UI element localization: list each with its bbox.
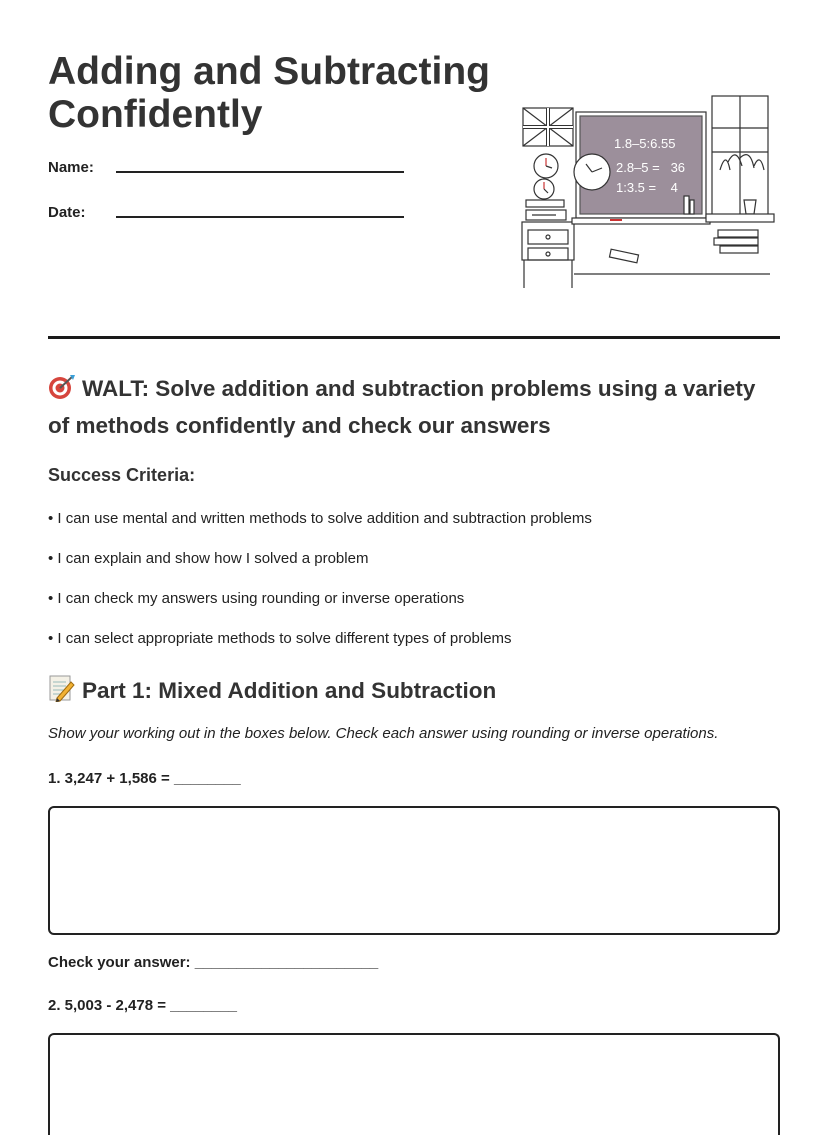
question-2: 2. 5,003 - 2,478 = ________ <box>48 997 237 1014</box>
part1-instructions: Show your working out in the boxes below. Check each answer using rounding or inverse operations. <box>48 725 719 742</box>
check-answer-1: Check your answer: ______________________ <box>48 954 379 971</box>
date-label: Date: <box>48 204 86 221</box>
question-1: 1. 3,247 + 1,586 = ________ <box>48 770 241 787</box>
target-dart-icon <box>48 374 76 400</box>
name-write-line[interactable] <box>116 171 404 173</box>
classroom-illustration <box>518 92 778 292</box>
date-field <box>48 204 86 221</box>
name-label: Name: <box>48 159 94 176</box>
name-field <box>48 159 94 176</box>
walt-heading <box>48 370 780 444</box>
criteria-item-1: • I can use mental and written methods to solve addition and subtraction problems <box>48 510 592 527</box>
board-line-3: 1:3.5 = 4 <box>616 180 678 195</box>
part1-title: Part 1: Mixed Addition and Subtraction <box>82 678 497 703</box>
criteria-item-4: • I can select appropriate methods to solve different types of problems <box>48 630 512 647</box>
working-box-2[interactable] <box>48 1033 780 1135</box>
board-line-1: 1.8–5:6.55 <box>614 136 676 151</box>
part1-heading <box>48 674 496 704</box>
walt-text: WALT: Solve addition and subtraction problems using a variety of methods confidently and check our answers <box>48 376 756 438</box>
board-line-2: 2.8–5 = 36 <box>616 160 686 175</box>
worksheet-title: Adding and Subtracting Confidently <box>48 50 490 136</box>
criteria-item-2: • I can explain and show how I solved a problem <box>48 550 369 567</box>
criteria-item-3: • I can check my answers using rounding or inverse operations <box>48 590 465 607</box>
header-divider <box>48 336 780 339</box>
success-criteria-title: Success Criteria: <box>48 465 196 485</box>
working-box-1[interactable] <box>48 806 780 935</box>
memo-pencil-icon <box>48 674 76 702</box>
date-write-line[interactable] <box>116 216 404 218</box>
